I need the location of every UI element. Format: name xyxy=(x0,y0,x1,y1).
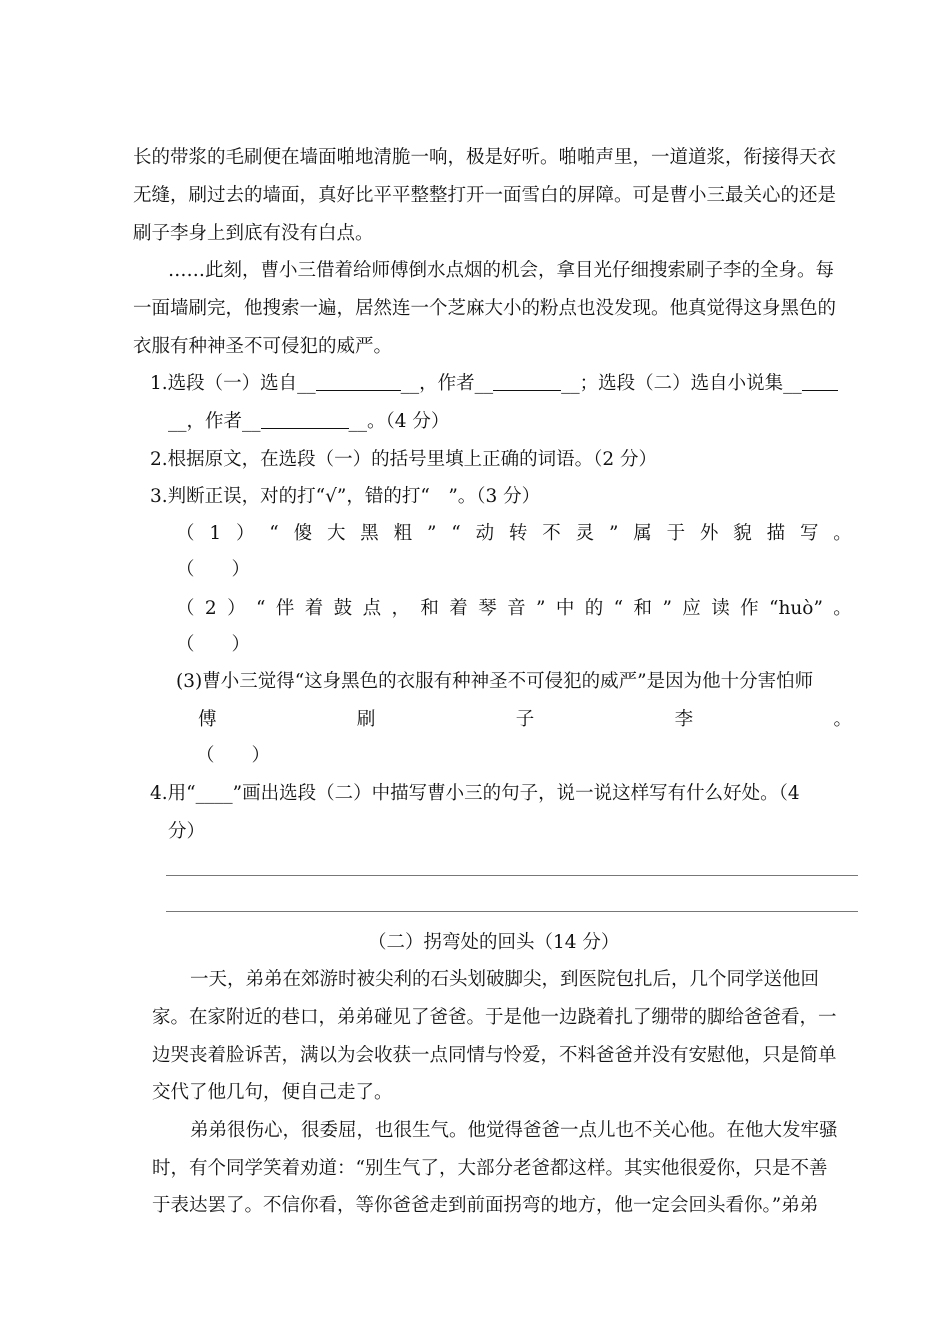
passage2-line: 交代了他几句，便自己走了。 xyxy=(152,1082,393,1103)
statement-char: 于 xyxy=(666,523,686,544)
statement-char: 转 xyxy=(508,523,528,544)
answer-blank-collection[interactable] xyxy=(802,374,838,391)
question-1-part-a: 1.选段（一）选自__ xyxy=(150,373,316,394)
statement-char: “huò” xyxy=(769,598,823,619)
statement-char: 李 xyxy=(674,709,694,730)
statement-char: ） xyxy=(227,598,246,619)
answer-paren-1[interactable]: （ ） xyxy=(176,559,251,580)
statement-char: ” xyxy=(662,598,672,619)
question-3-statement-2 xyxy=(176,597,852,621)
statement-char: 傻 xyxy=(293,523,313,544)
passage2-line: 弟弟很伤心，很委屈，也很生气。他觉得爸爸一点儿也不关心他。在他大发牢骚 xyxy=(190,1120,838,1141)
passage-line: 无缝，刷过去的墙面，真好比平平整整打开一面雪白的屏障。可是曹小三最关心的还是 xyxy=(133,185,837,206)
answer-line[interactable] xyxy=(166,875,858,876)
passage2-line: 家。在家附近的巷口，弟弟碰见了爸爸。于是他一边跷着扎了绷带的脚给爸爸看，一 xyxy=(152,1007,837,1028)
passage2-line: 于表达罢了。不信你看，等你爸爸走到前面拐弯的地方，他一定会回头看你。”弟弟 xyxy=(152,1195,819,1216)
passage2-line: 时，有个同学笑着劝道：“别生气了，大部分老爸都这样。其实他很爱你，只是不善 xyxy=(152,1158,828,1179)
passage-line: ……此刻，曹小三借着给师傅倒水点烟的机会，拿目光仔细搜索刷子李的全身。每 xyxy=(168,260,835,281)
statement-char: 灵 xyxy=(575,523,595,544)
statement-char: “ xyxy=(255,598,266,619)
passage-line: 长的带浆的毛刷便在墙面啪地清脆一响，极是好听。啪啪声里，一道道浆，衔接得天衣 xyxy=(133,147,837,168)
statement-char: 傅 xyxy=(198,709,217,730)
question-4-cont: 分） xyxy=(168,821,206,842)
statement-char: 写 xyxy=(799,523,819,544)
statement-char: ） xyxy=(235,523,255,544)
statement-char: 子 xyxy=(515,709,535,730)
section-2-title: （二）拐弯处的回头（14 分） xyxy=(368,932,620,953)
statement-char: 粗 xyxy=(393,523,413,544)
answer-blank-source[interactable] xyxy=(316,374,401,391)
statement-char: 音 xyxy=(507,598,526,619)
question-1-part-e: __。（4 分） xyxy=(348,411,450,432)
statement-char: 琴 xyxy=(478,598,497,619)
statement-char: “ xyxy=(269,523,279,544)
statement-char: ， xyxy=(391,598,410,619)
question-1-part-b: __，作者__ xyxy=(400,373,494,394)
question-1-part-d: __，作者__ xyxy=(168,411,261,432)
question-3-statement-3: (3)曹小三觉得“这身黑色的衣服有种神圣不可侵犯的威严”是因为他十分害怕师 xyxy=(176,671,814,692)
statement-char: 。 xyxy=(833,709,852,730)
answer-paren-2[interactable]: （ ） xyxy=(176,634,251,655)
statement-char: 属 xyxy=(633,523,652,544)
passage-line: 刷子李身上到底有没有白点。 xyxy=(133,223,374,244)
statement-char: 外 xyxy=(699,523,719,544)
statement-char: 作 xyxy=(740,598,759,619)
statement-char: 黑 xyxy=(360,523,379,544)
passage-line: 一面墙刷完，他搜索一遍，居然连一个芝麻大小的粉点也没发现。他真觉得这身黑色的 xyxy=(133,298,837,319)
statement-char: 2 xyxy=(204,598,217,619)
question-4: 4.用“____”画出选段（二）中描写曹小三的句子，说一说这样写有什么好处。（4 xyxy=(150,783,800,804)
answer-line[interactable] xyxy=(166,911,858,912)
statement-char: 。 xyxy=(833,523,852,544)
statement-char: 动 xyxy=(475,523,495,544)
question-1-cont xyxy=(168,410,449,434)
statement-char: “ xyxy=(451,523,461,544)
statement-char: 着 xyxy=(304,598,324,619)
statement-char: 貌 xyxy=(733,523,752,544)
question-1 xyxy=(150,372,838,396)
answer-blank-author-2[interactable] xyxy=(261,412,349,429)
statement-char: 中 xyxy=(555,598,575,619)
statement-char: 伴 xyxy=(275,598,295,619)
statement-char: 鼓 xyxy=(333,598,353,619)
answer-blank-author[interactable] xyxy=(493,374,561,391)
statement-char: 读 xyxy=(711,598,730,619)
statement-char: “ xyxy=(613,598,624,619)
statement-char: ” xyxy=(608,523,619,544)
statement-char: 描 xyxy=(766,523,786,544)
question-3-statement-3-cont xyxy=(198,708,852,732)
statement-char: 应 xyxy=(682,598,701,619)
statement-char: 。 xyxy=(833,598,852,619)
statement-char: 大 xyxy=(326,523,346,544)
passage-line: 衣服有种神圣不可侵犯的威严。 xyxy=(133,336,393,357)
question-3-stem: 3.判断正误，对的打“√”，错的打“ ”。（3 分） xyxy=(150,486,541,507)
statement-char: 和 xyxy=(633,598,653,619)
statement-char: 着 xyxy=(449,598,468,619)
statement-char: （ xyxy=(176,523,195,544)
statement-char: （ xyxy=(176,598,195,619)
statement-char: 1 xyxy=(209,523,222,544)
passage2-line: 边哭丧着脸诉苦，满以为会收获一点同情与怜爱，不料爸爸并没有安慰他，只是简单 xyxy=(152,1045,837,1066)
statement-char: 和 xyxy=(420,598,439,619)
question-3-statement-1 xyxy=(176,522,852,546)
statement-char: ” xyxy=(426,523,437,544)
statement-char: 点 xyxy=(362,598,382,619)
statement-char: 刷 xyxy=(356,709,376,730)
question-2: 2.根据原文，在选段（一）的括号里填上正确的词语。（2 分） xyxy=(150,449,658,470)
statement-char: 的 xyxy=(584,598,604,619)
answer-paren-3[interactable]: （ ） xyxy=(196,745,271,766)
question-1-part-c: __；选段（二）选自小说集__ xyxy=(561,373,802,394)
statement-char: ” xyxy=(536,598,546,619)
statement-char: 不 xyxy=(542,523,561,544)
passage2-line: 一天，弟弟在郊游时被尖利的石头划破脚尖，到医院包扎后，几个同学送他回 xyxy=(190,969,820,990)
